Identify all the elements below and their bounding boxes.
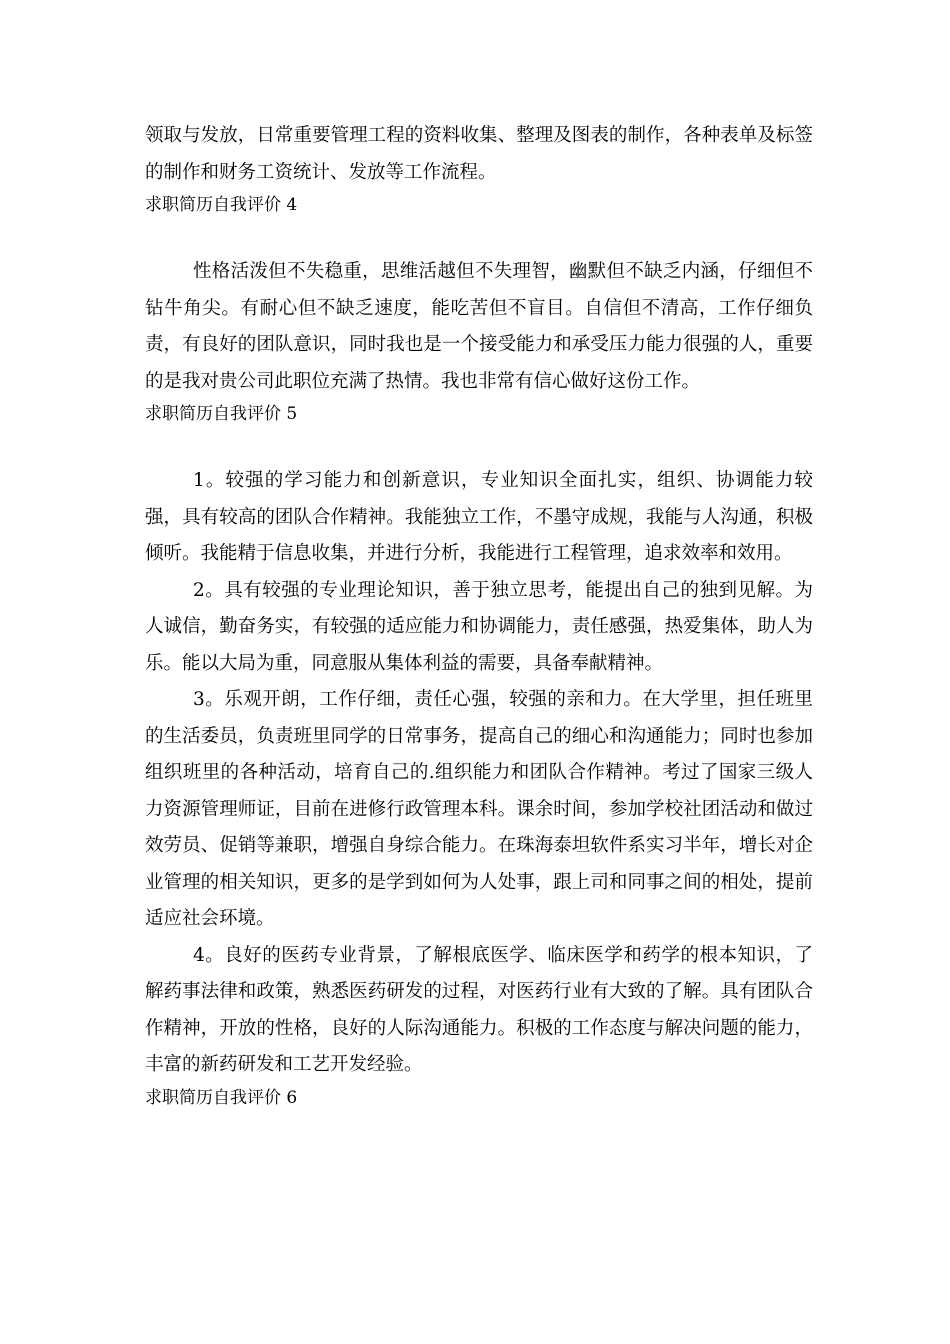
- section-5-item-2: 2。具有较强的专业理论知识，善于独立思考，能提出自己的独到见解。为人诚信，勤奋务实，有较强的适应能力和协调能力，责任感强，热爱集体，助人为乐。能以大局为重，同意服从集体利益的需要，具备奉献精神。: [145, 579, 813, 674]
- section-5-item-3: 3。乐观开朗，工作仔细，责任心强，较强的亲和力。在大学里，担任班里的生活委员，负责班里同学的日常事务，提高自己的细心和沟通能力；同时也参加组织班里的各种活动，培育自己的.组织能力和团队合作精神。考过了国家三级人力资源管理师证，目前在进修行政管理本科。课余时间，参加学校社团活动和做过效劳员、促销等兼职，增强自身综合能力。在珠海泰坦软件系实习半年，增长对企业管理的相关知识，更多的是学到如何为人处事，跟上司和同事之间的相处，提前适应社会环境。: [145, 689, 813, 929]
- intro-paragraph: 领取与发放，日常重要管理工程的资料收集、整理及图表的制作，各种表单及标签的制作和财务工资统计、发放等工作流程。: [145, 125, 813, 183]
- section-4-title: 求职简历自我评价 4: [145, 195, 298, 215]
- spacer: [145, 219, 813, 254]
- spacer: [145, 428, 813, 463]
- section-5-title: 求职简历自我评价 5: [145, 404, 298, 424]
- section-6-title: 求职简历自我评价 6: [145, 1087, 298, 1108]
- document-content: [145, 118, 813, 1112]
- section-5-item-4: 4。良好的医药专业背景，了解根底医学、临床医学和药学的根本知识，了解药事法律和政策，熟悉医药研发的过程，对医药行业有大致的了解。具有团队合作精神，开放的性格，良好的人际沟通能力。积极的工作态度与解决问题的能力，丰富的新药研发和工艺开发经验。: [145, 944, 813, 1075]
- section-5-item-1: 1。较强的学习能力和创新意识，专业知识全面扎实，组织、协调能力较强，具有较高的团队合作精神。我能独立工作，不墨守成规，我能与人沟通，积极倾听。我能精于信息收集，并进行分析，我能进行工程管理，追求效率和效用。: [145, 470, 813, 564]
- section-4-body: 性格活泼但不失稳重，思维活越但不失理智，幽默但不缺乏内涵，仔细但不钻牛角尖。有耐心但不缺乏速度，能吃苦但不盲目。自信但不清高，工作仔细负责，有良好的团队意识，同时我也是一个接受能力和承受压力能力很强的人，重要的是我对贵公司此职位充满了热情。我也非常有信心做好这份工作。: [145, 261, 813, 392]
